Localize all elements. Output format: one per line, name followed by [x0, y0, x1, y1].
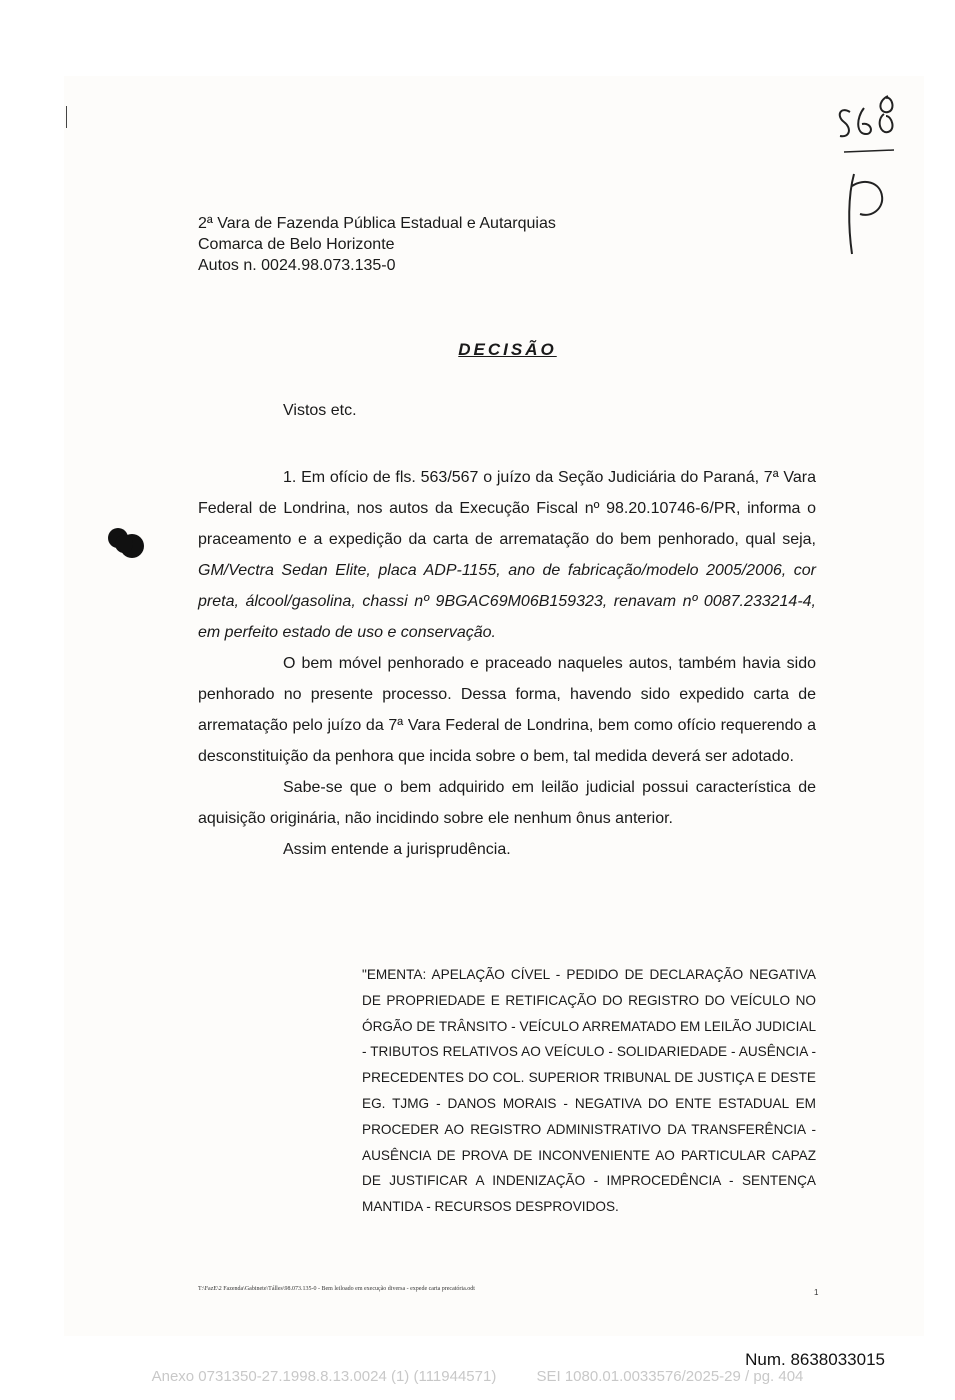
- opening-phrase: Vistos etc.: [283, 402, 357, 419]
- paragraph-1: [198, 462, 816, 648]
- paragraph-3: Sabe-se que o bem adquirido em leilão judicial possui característica de aquisição originária, não incidindo sobre ele nenhum ônus anterior.: [198, 779, 816, 827]
- handwritten-folio-signature: [830, 86, 910, 266]
- stamp-anexo: Anexo 0731350-27.1998.8.13.0024 (1) (111944571): [151, 1368, 497, 1385]
- stamp-sei: SEI 1080.01.0033576/2025-29 / pg. 404: [536, 1368, 804, 1385]
- court-name: 2ª Vara de Fazenda Pública Estadual e Autarquias: [198, 215, 556, 232]
- ementa-quote: "EMENTA: APELAÇÃO CÍVEL - PEDIDO DE DECLARAÇÃO NEGATIVA DE PROPRIEDADE E RETIFICAÇÃO DO REGISTRO DO VEÍCULO NO ÓRGÃO DE TRÂNSITO - VEÍCULO ARREMATADO EM LEILÃO JUDICIAL - TRIBUTOS RELATIVOS AO VEÍCULO - SOLIDARIEDADE - AUSÊNCIA - PRECEDENTES DO COL. SUPERIOR TRIBUNAL DE JUSTIÇA E DESTE EG. TJMG - DANOS MORAIS - NEGATIVA DO ENTE ESTADUAL EM PROCEDER AO REGISTRO ADMINISTRATIVO DA TRANSFERÊNCIA - AUSÊNCIA DE PROVA DE INCONVENIENTE AO PARTICULAR CAPAZ DE JUSTIFICAR A INDENIZAÇÃO - IMPROCEDÊNCIA - SENTENÇA MANTIDA - RECURSOS DESPROVIDOS.: [362, 967, 816, 1215]
- court-header: [198, 213, 556, 276]
- paragraph-1-text: 1. Em ofício de fls. 563/567 o juízo da Seção Judiciária do Paraná, 7ª Vara Federal de Londrina, nos autos da Execução Fiscal nº 98.20.10746-6/PR, informa o praceamento e a expedição da carta de arrematação do bem penhorado, qual seja,: [198, 469, 816, 548]
- watermark-stamp: [0, 1368, 955, 1385]
- footer-page-number: 1: [814, 1288, 819, 1297]
- document-title: [0, 340, 955, 360]
- document-id-number: Num. 8638033015: [745, 1350, 885, 1369]
- document-title-text: DECISÃO: [458, 340, 557, 359]
- case-number: Autos n. 0024.98.073.135-0: [198, 257, 396, 274]
- comarca: Comarca de Belo Horizonte: [198, 236, 395, 253]
- footer-file-path: T:\FazE\2 Fazenda\Gabinete\Tálles\98.073.135-0 - Bem leiloado em execução diversa - expede carta precatória.odt: [198, 1286, 475, 1292]
- margin-mark: [66, 106, 67, 128]
- paragraph-4: Assim entende a jurisprudência.: [283, 841, 511, 858]
- paragraph-2: O bem móvel penhorado e praceado naqueles autos, também havia sido penhorado no presente processo. Dessa forma, havendo sido expedido carta de arrematação pelo juízo da 7ª Vara Federal de Londrina, bem como ofício requerendo a desconstituição da penhora que incida sobre o bem, tal medida deverá ser adotado.: [198, 655, 816, 765]
- decision-body: [198, 462, 816, 865]
- ink-blot: [104, 522, 152, 562]
- vehicle-description: GM/Vectra Sedan Elite, placa ADP-1155, ano de fabricação/modelo 2005/2006, cor preta, álcool/gasolina, chassi nº 9BGAC69M06B159323, renavam nº 0087.233214-4, em perfeito estado de uso e conservação.: [198, 562, 816, 641]
